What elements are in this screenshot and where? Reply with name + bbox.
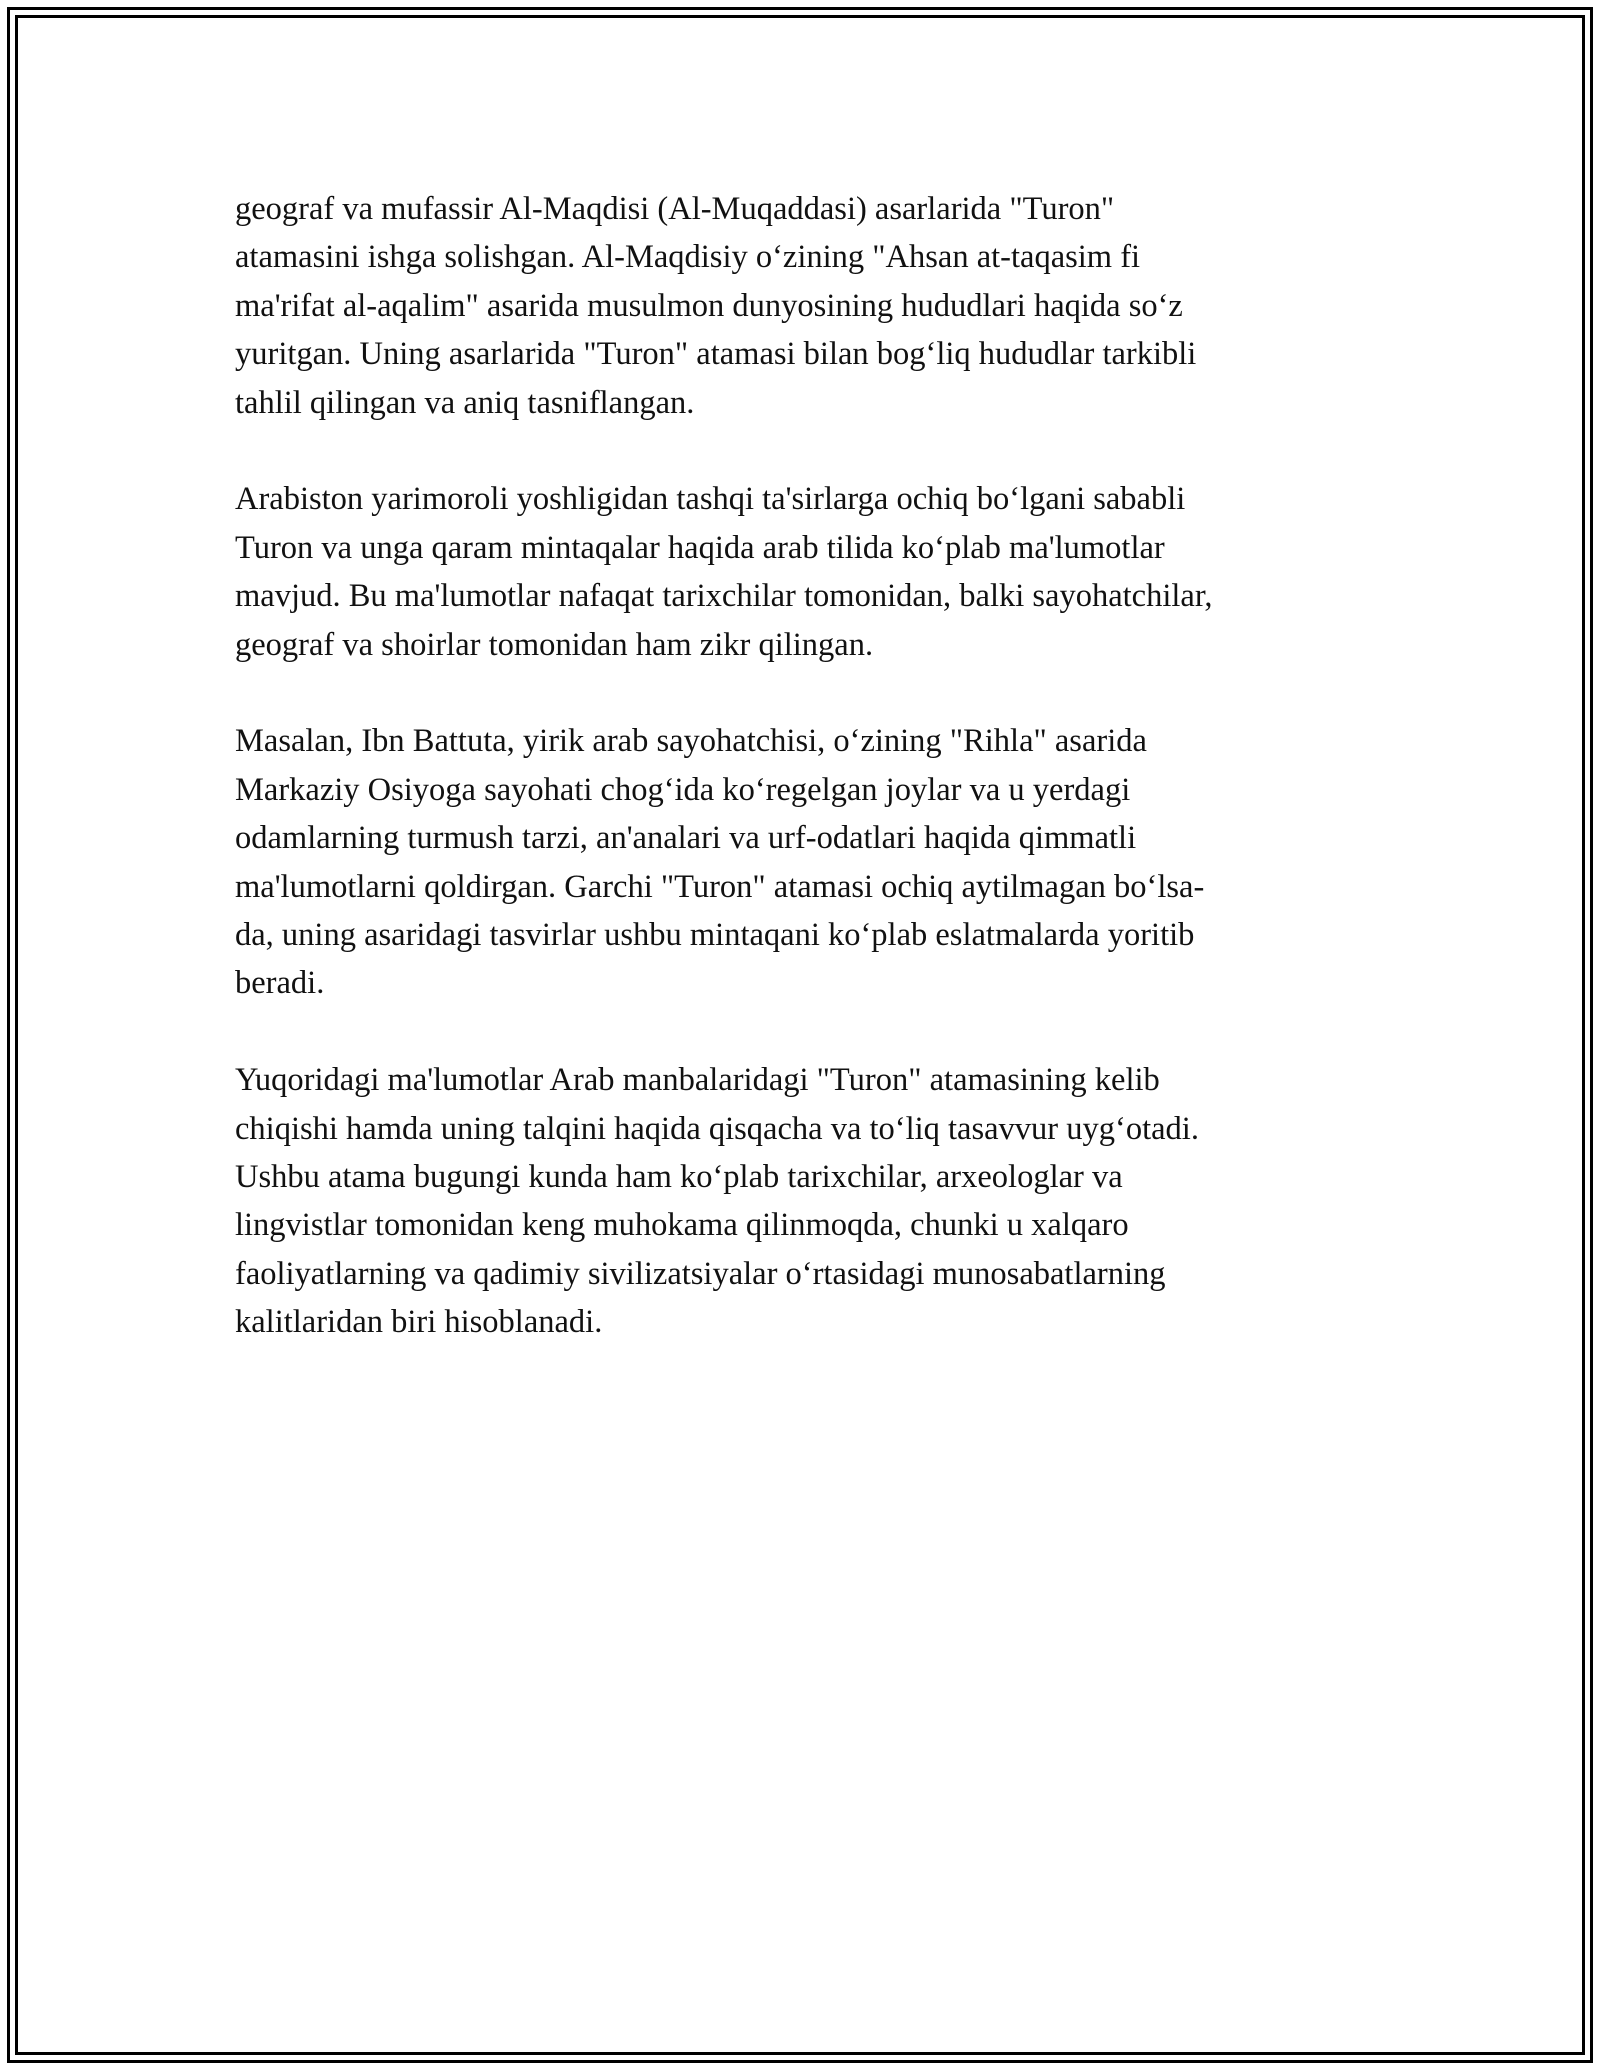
text-line: ma'rifat al-aqalim" asarida musulmon dunyosining hududlari haqida so‘z (235, 287, 1183, 324)
text-line: Masalan, Ibn Battuta, yirik arab sayohatchisi, o‘zining "Rihla" asarida (235, 723, 1147, 760)
text-line: tahlil qilingan va aniq tasniflangan. (235, 384, 695, 421)
text-line: atamasini ishga solishgan. Al-Maqdisiy o‘zining "Ahsan at-taqasim fi (235, 239, 1141, 276)
text-line: kalitlaridan biri hisoblanadi. (235, 1304, 603, 1341)
paragraph-4 (235, 1056, 1365, 1346)
text-line: Markaziy Osiyoga sayohati chog‘ida ko‘regelgan joylar va u yerdagi (235, 771, 1131, 808)
paragraph-2 (235, 475, 1365, 669)
text-line: geograf va mufassir Al-Maqdisi (Al-Muqaddasi) asarlarida "Turon" (235, 191, 1115, 227)
text-line: faoliyatlarning va qadimiy sivilizatsiyalar o‘rtasidagi munosabatlarning (235, 1255, 1166, 1292)
text-line: geograf va shoirlar tomonidan ham zikr qilingan. (235, 626, 874, 663)
text-line: chiqishi hamda uning talqini haqida qisqacha va to‘liq tasavvur uyg‘otadi. (235, 1110, 1199, 1147)
text-line: beradi. (235, 965, 325, 1002)
document-body (235, 185, 1365, 1395)
paragraph-1 (235, 185, 1365, 427)
text-line: lingvistlar tomonidan keng muhokama qilinmoqda, chunki u xalqaro (235, 1207, 1129, 1244)
text-line: da, uning asaridagi tasvirlar ushbu mintaqani ko‘plab eslatmalarda yoritib (235, 917, 1195, 954)
text-line: Turon va unga qaram mintaqalar haqida arab tilida ko‘plab ma'lumotlar (235, 529, 1165, 566)
text-line: Yuqoridagi ma'lumotlar Arab manbalaridagi "Turon" atamasining kelib (235, 1062, 1160, 1099)
text-line: mavjud. Bu ma'lumotlar nafaqat tarixchilar tomonidan, balki sayohatchilar, (235, 578, 1213, 615)
text-line: ma'lumotlarni qoldirgan. Garchi "Turon" atamasi ochiq aytilmagan bo‘lsa- (235, 868, 1205, 905)
text-line: yuritgan. Uning asarlarida "Turon" atamasi bilan bog‘liq hududlar tarkibli (235, 336, 1197, 373)
text-line: Arabiston yarimoroli yoshligidan tashqi ta'sirlarga ochiq bo‘lgani sababli (235, 481, 1186, 518)
paragraph-3 (235, 717, 1365, 1007)
text-line: odamlarning turmush tarzi, an'analari va urf-odatlari haqida qimmatli (235, 820, 1137, 857)
text-line: Ushbu atama bugungi kunda ham ko‘plab tarixchilar, arxeologlar va (235, 1159, 1123, 1196)
